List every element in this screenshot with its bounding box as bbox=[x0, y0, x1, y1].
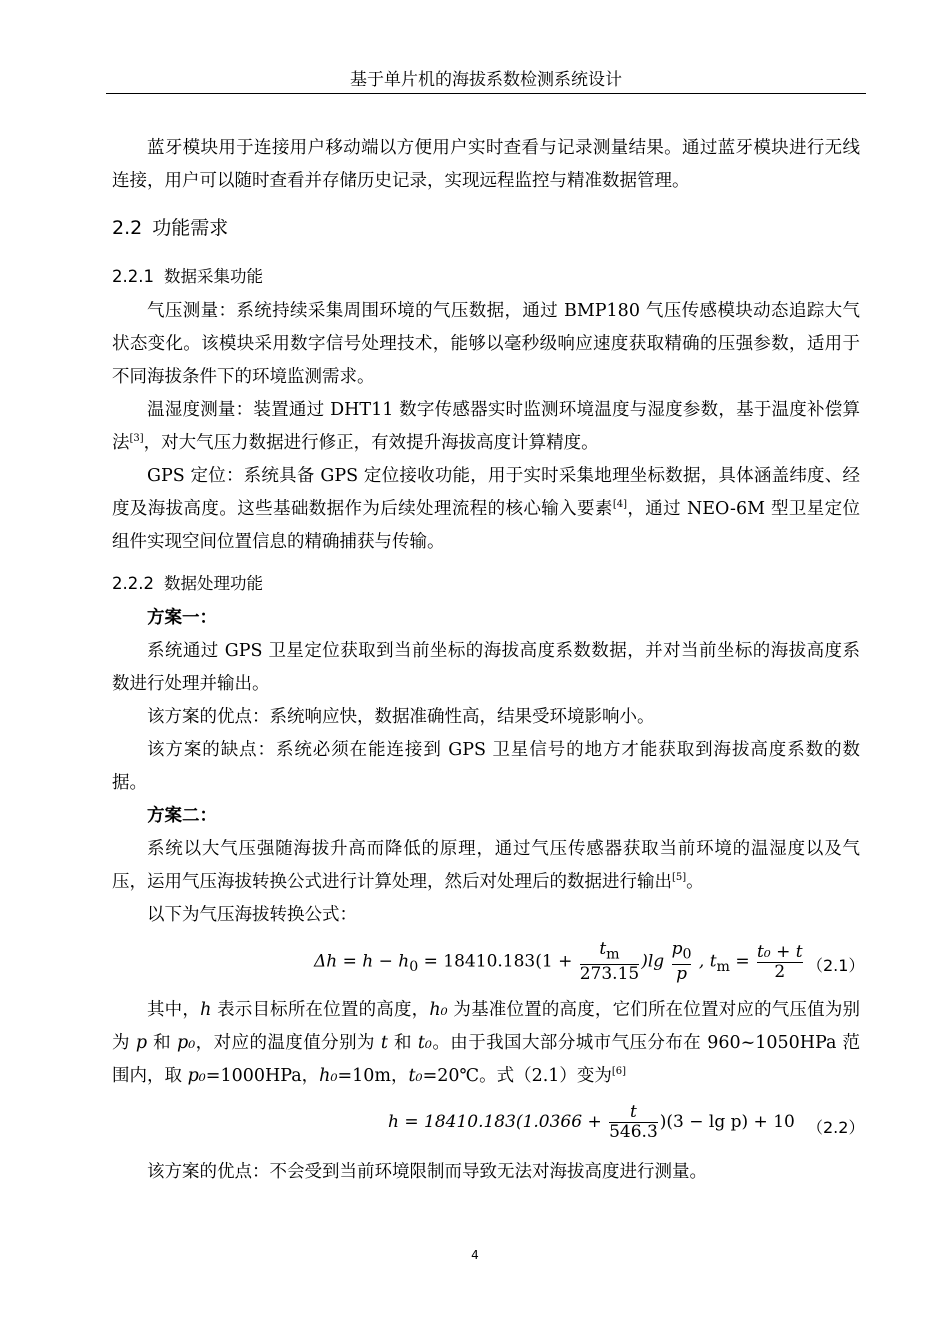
eq1-frac2-num: p bbox=[671, 939, 683, 959]
section-heading-2-2-2 bbox=[112, 572, 263, 596]
txt: 表示目标所在位置的高度， bbox=[211, 1000, 430, 1020]
plan1-disadvantage: 该方案的缺点：系统必须在能连接到 GPS 卫星信号的地方才能获取到海拔高度系数的数据。 bbox=[112, 740, 860, 793]
subsection-number: 2.2.2 bbox=[112, 574, 154, 593]
citation-5: [5] bbox=[672, 872, 687, 883]
txt: 为基准位置的高度，它们所在位置对应的气压值为别为 bbox=[112, 1000, 861, 1053]
var-p0: p₀ bbox=[187, 1066, 206, 1086]
var-p0: p₀ bbox=[177, 1033, 196, 1053]
gps-text: GPS 定位：系统具备 GPS 定位接收功能，用于实时采集地理坐标数据，具体涵盖纬度、经度及海拔高度。这些基础数据作为后续处理流程的核心输入要素 bbox=[112, 466, 860, 519]
plan1-title: 方案一： bbox=[147, 608, 217, 628]
section-title: 功能需求 bbox=[152, 217, 229, 239]
eq1-frac3-num: t₀ + t bbox=[757, 941, 803, 962]
subsection-title: 数据采集功能 bbox=[163, 267, 263, 286]
var-t0: t₀ bbox=[417, 1033, 432, 1053]
txt: ，对应的温度值分别为 bbox=[195, 1033, 381, 1053]
var-h0: h₀ bbox=[319, 1066, 338, 1086]
eq2-lhs: h = 18410.183(1.0366 + bbox=[388, 1112, 608, 1132]
eq2-tail: )(3 − lg p) + 10 bbox=[659, 1112, 795, 1132]
eq1-fraction-p bbox=[672, 940, 692, 984]
var-t0: t₀ bbox=[408, 1066, 423, 1086]
var-h0: h₀ bbox=[429, 1000, 448, 1020]
eq2-frac-num: t bbox=[630, 1102, 637, 1122]
eq2-fraction bbox=[609, 1103, 658, 1142]
humidity-text-cont: ，对大气压力数据进行修正，有效提升海拔高度计算精度。 bbox=[143, 433, 599, 453]
eq1-tm-sub: m bbox=[716, 959, 730, 976]
eq1-frac2-den: p bbox=[676, 964, 687, 985]
subsection-number: 2.2.1 bbox=[112, 267, 154, 286]
eq1-tm: , t bbox=[693, 951, 717, 972]
intro-block bbox=[112, 132, 860, 198]
humidity-text: 温湿度测量：装置通过 DHT11 数字传感器实时监测环境温度与湿度参数，基于温度补偿算法 bbox=[112, 400, 860, 453]
intro-paragraph: 蓝牙模块用于连接用户移动端以方便用户实时查看与记录测量结果。通过蓝牙模块进行无线连接，用户可以随时查看并存储历史记录，实现远程监控与精准数据管理。 bbox=[112, 138, 860, 191]
pressure-paragraph: 气压测量：系统持续采集周围环境的气压数据，通过 BMP180 气压传感模块动态追踪大气状态变化。该模块采用数字信号处理技术，能够以毫秒级响应速度获取精确的压强参数，适用于不同海拔条件下的环境监测需求。 bbox=[112, 301, 860, 387]
citation-6: [6] bbox=[611, 1066, 627, 1077]
txt: =20℃。式（2.1）变为 bbox=[422, 1066, 612, 1086]
header-divider bbox=[106, 93, 866, 94]
section-heading-2-2 bbox=[112, 215, 228, 241]
txt: =1000HPa， bbox=[205, 1066, 320, 1086]
eq1-fraction-tm bbox=[580, 940, 639, 984]
data-acquisition-block bbox=[112, 295, 860, 559]
txt: 和 bbox=[387, 1033, 418, 1053]
var-p: p bbox=[135, 1033, 148, 1053]
humidity-paragraph bbox=[112, 394, 860, 460]
page-number: 4 bbox=[471, 1248, 479, 1262]
eq1-frac1-num-sub: m bbox=[606, 946, 620, 963]
txt: 其中， bbox=[147, 1000, 201, 1020]
txt: =10m， bbox=[337, 1066, 409, 1086]
equation-label-2-1: （2.1） bbox=[807, 956, 865, 975]
eq1-equals: = bbox=[729, 951, 756, 972]
explanation-block bbox=[112, 994, 860, 1093]
plan2-advantage-block bbox=[112, 1156, 860, 1189]
subsection-title: 数据处理功能 bbox=[163, 574, 263, 593]
citation-3: [3] bbox=[129, 433, 144, 444]
equation-label-2-2: （2.2） bbox=[807, 1118, 865, 1137]
txt: 。由于我国大部分城市气压分布在 960~1050HPa 范围内，取 bbox=[112, 1033, 860, 1086]
eq2-frac-den: 546.3 bbox=[609, 1122, 658, 1142]
plan2-text: 系统以大气压强随海拔升高而降低的原理，通过气压传感器获取当前环境的温湿度以及气压，运用气压海拔转换公式进行计算处理，然后对处理后的数据进行输出 bbox=[112, 839, 860, 892]
var-t: t bbox=[380, 1033, 388, 1053]
data-processing-block bbox=[112, 602, 860, 932]
eq1-lhs: Δh = h − h bbox=[314, 951, 410, 972]
equation-2-1 bbox=[314, 940, 805, 984]
plan1-advantage: 该方案的优点：系统响应快，数据准确性高，结果受环境影响小。 bbox=[147, 707, 655, 727]
gps-text-cont: ，通过 NEO-6M 型卫星定位组件实现空间位置信息的精确捕获与传输。 bbox=[112, 499, 861, 552]
plan1-paragraph: 系统通过 GPS 卫星定位获取到当前坐标的海拔高度系数数据，并对当前坐标的海拔高度系数进行处理并输出。 bbox=[112, 641, 860, 694]
formula-intro: 以下为气压海拔转换公式： bbox=[147, 905, 357, 925]
var-h: h bbox=[200, 1000, 212, 1020]
page-header-title: 基于单片机的海拔系数检测系统设计 bbox=[350, 70, 622, 90]
eq1-frac1-den: 273.15 bbox=[579, 964, 640, 985]
explanation-paragraph bbox=[112, 994, 860, 1093]
section-heading-2-2-1 bbox=[112, 265, 263, 289]
plan2-advantage: 该方案的优点：不会受到当前环境限制而导致无法对海拔高度进行测量。 bbox=[147, 1162, 707, 1182]
plan2-paragraph bbox=[112, 833, 860, 899]
plan2-title: 方案二： bbox=[147, 806, 217, 826]
citation-4: [4] bbox=[612, 499, 627, 510]
eq1-lhs-sub: 0 bbox=[409, 959, 419, 976]
plan2-text-end: 。 bbox=[686, 872, 704, 892]
eq1-fraction-mean bbox=[757, 943, 803, 982]
gps-paragraph bbox=[112, 460, 860, 559]
eq1-frac1-num: t bbox=[599, 939, 607, 959]
section-number: 2.2 bbox=[112, 217, 143, 239]
txt: 和 bbox=[147, 1033, 178, 1053]
eq1-frac3-den: 2 bbox=[757, 962, 803, 982]
equation-2-2 bbox=[388, 1103, 795, 1142]
eq1-coefficient: = 18410.183(1 + bbox=[418, 951, 578, 972]
eq1-frac2-num-sub: 0 bbox=[682, 946, 692, 963]
eq1-lg: )lg bbox=[641, 951, 670, 972]
